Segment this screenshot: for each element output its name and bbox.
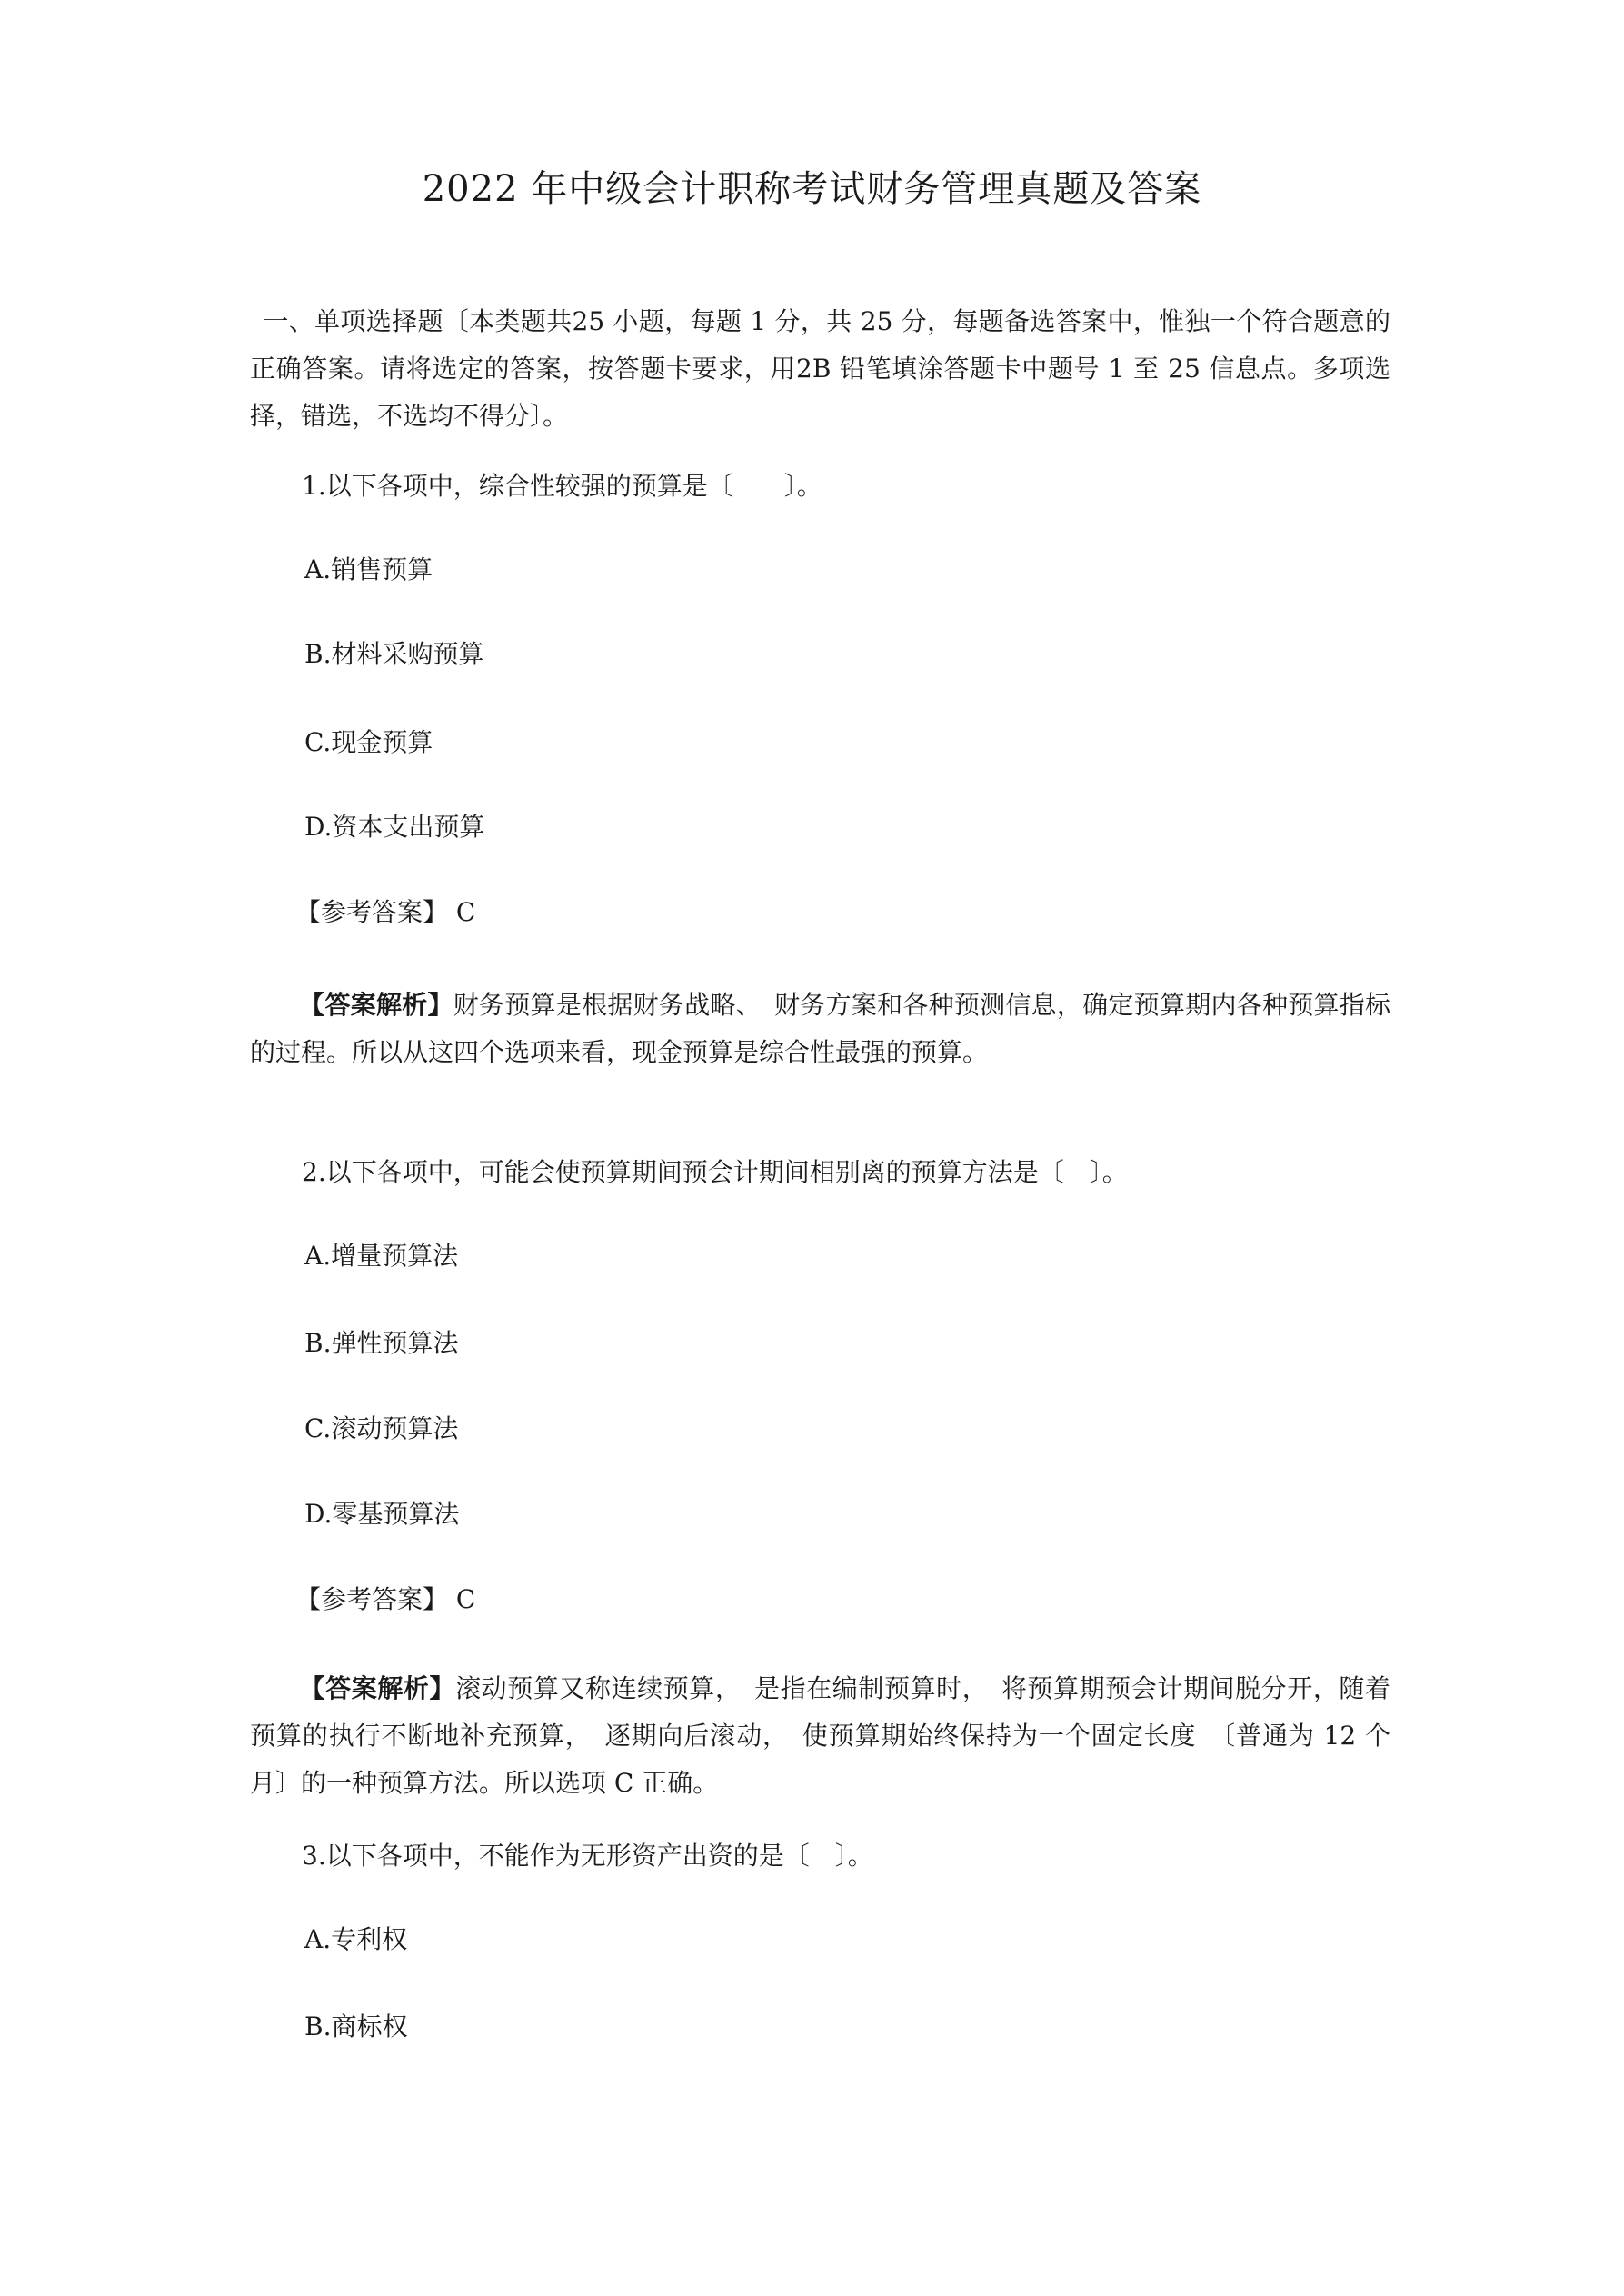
question-2-option-b: B.弹性预算法 [304,1328,459,1358]
question-1-stem: 1.以下各项中，综合性较强的预算是〔 〕。 [302,471,822,501]
section-intro: 一、单项选择题〔本类题共25 小题，每题 1 分，共 25 分，每题备选答案中，惟独一个符合题意的正确答案。请将选定的答案，按答题卡要求，用2B 铅笔填涂答题卡中题号 1 至 25 信息点。多项选择，错选，不选均不得分〕。 [250,306,1390,431]
question-2-option-d: D.零基预算法 [304,1499,460,1529]
analysis-text: 滚动预算又称连续预算， 是指在编制预算时， 将预算期预会计期间脱分开，随着预算的执行不断地补充预算， 逐期向后滚动， 使预算期始终保持为一个固定长度 〔普通为 12 个月〕的一种预算方法。所以选项 C 正确。 [250,1673,1390,1798]
question-3-option-a: A.专利权 [304,1924,408,1954]
analysis-text: 财务预算是根据财务战略、 财务方案和各种预测信息，确定预算期内各种预算指标的过程。所以从这四个选项来看，现金预算是综合性最强的预算。 [250,990,1390,1067]
question-2-option-c: C.滚动预算法 [304,1413,459,1443]
question-3-stem: 3.以下各项中，不能作为无形资产出资的是〔 〕。 [302,1841,873,1871]
answer-label: 【参考答案】 [295,897,449,927]
question-1-answer [295,894,475,931]
question-2-stem: 2.以下各项中，可能会使预算期间预会计期间相别离的预算方法是〔 〕。 [302,1157,1128,1187]
answer-label: 【参考答案】 [295,1584,449,1614]
answer-value: C [455,1584,476,1614]
question-1-option-c: C.现金预算 [304,727,433,757]
question-3-option-b: B.商标权 [304,2011,408,2041]
analysis-label: 【答案解析】 [299,1673,456,1703]
answer-value: C [455,897,476,927]
page-title: 2022 年中级会计职称考试财务管理真题及答案 [422,168,1202,210]
question-2-analysis [250,1665,1390,1807]
question-1-analysis [250,982,1390,1076]
question-1-option-d: D.资本支出预算 [304,812,485,842]
question-1-option-b: B.材料采购预算 [304,639,484,669]
question-2-option-a: A.增量预算法 [304,1241,459,1271]
question-1-option-a: A.销售预算 [304,554,433,584]
question-2-answer [295,1582,475,1618]
analysis-label: 【答案解析】 [299,990,453,1020]
